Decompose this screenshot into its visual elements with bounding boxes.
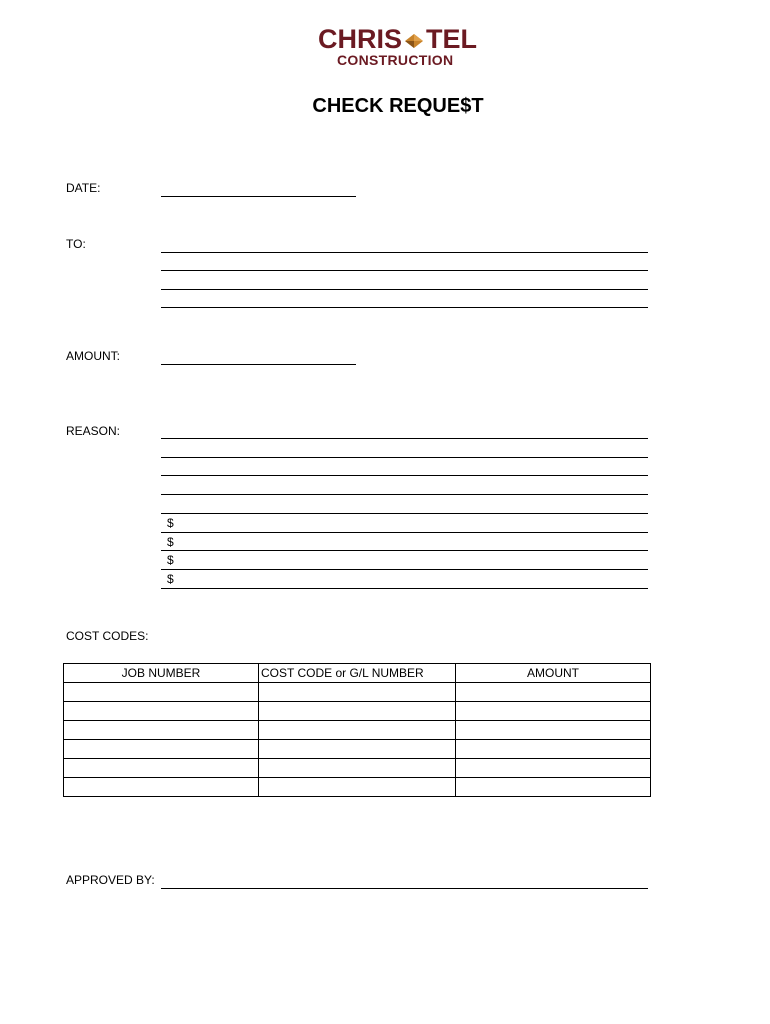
diamond-logo-icon [404,33,424,49]
job-number-cell[interactable] [64,683,259,702]
job-number-cell[interactable] [64,778,259,797]
date-label: DATE: [66,181,101,195]
approved-by-label: APPROVED BY: [66,873,155,887]
reason-field-line[interactable] [161,438,648,439]
dollar-sign: $ [167,553,174,567]
amount-cell[interactable] [456,740,651,759]
reason-field-line[interactable] [161,494,648,495]
dollar-amount-line[interactable] [161,569,648,570]
table-row [64,778,651,797]
cost-code-cell[interactable] [259,721,456,740]
job-number-cell[interactable] [64,740,259,759]
to-field-line[interactable] [161,270,648,271]
amount-cell[interactable] [456,759,651,778]
to-field-line[interactable] [161,307,648,308]
table-row [64,721,651,740]
dollar-amount-line[interactable] [161,588,648,589]
to-label: TO: [66,237,86,251]
table-row [64,759,651,778]
amount-cell[interactable] [456,721,651,740]
cost-code-cell[interactable] [259,683,456,702]
logo-subtitle: CONSTRUCTION [337,52,454,68]
amount-field-line[interactable] [161,364,356,365]
amount-cell[interactable] [456,702,651,721]
page-title: CHECK REQUE$T [312,95,484,117]
approved-by-signature-line[interactable] [161,888,648,889]
reason-field-line[interactable] [161,475,648,476]
job-number-cell[interactable] [64,721,259,740]
to-field-line[interactable] [161,252,648,253]
date-field-line[interactable] [161,196,356,197]
amount-cell[interactable] [456,683,651,702]
reason-field-line[interactable] [161,513,648,514]
reason-field-line[interactable] [161,457,648,458]
column-header-job-number: JOB NUMBER [64,664,259,683]
job-number-cell[interactable] [64,759,259,778]
dollar-amount-line[interactable] [161,550,648,551]
table-header-row [64,664,651,683]
column-header-cost-code: COST CODE or G/L NUMBER [259,664,456,683]
to-field-line[interactable] [161,289,648,290]
cost-codes-label: COST CODES: [66,629,149,643]
column-header-amount: AMOUNT [456,664,651,683]
cost-code-cell[interactable] [259,702,456,721]
cost-code-cell[interactable] [259,740,456,759]
dollar-amount-line[interactable] [161,532,648,533]
cost-code-cell[interactable] [259,759,456,778]
job-number-cell[interactable] [64,702,259,721]
dollar-sign: $ [167,535,174,549]
table-row [64,683,651,702]
cost-codes-table [63,663,651,797]
amount-cell[interactable] [456,778,651,797]
table-row [64,740,651,759]
table-row [64,702,651,721]
cost-code-cell[interactable] [259,778,456,797]
amount-label: AMOUNT: [66,349,120,363]
logo-word-right: TEL [426,24,478,54]
dollar-sign: $ [167,572,174,586]
reason-label: REASON: [66,424,121,438]
dollar-sign: $ [167,516,174,530]
logo-word-left: CHRIS [318,24,403,54]
company-logo [318,24,477,54]
